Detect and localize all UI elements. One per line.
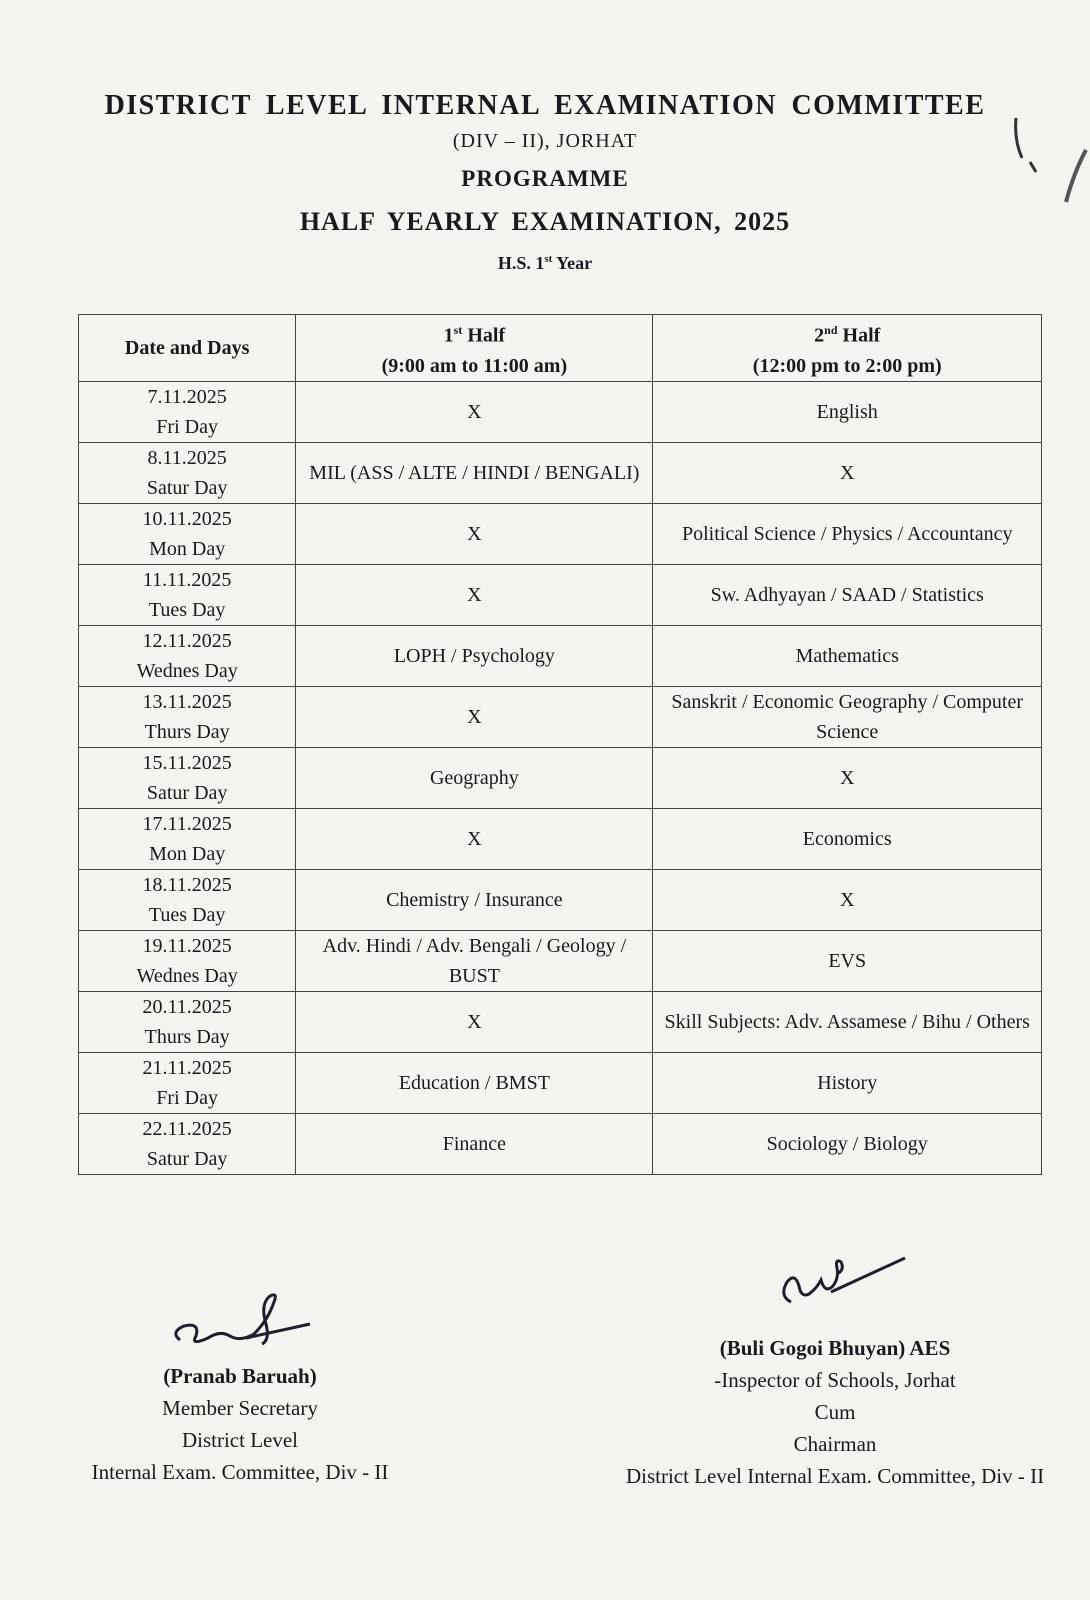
date-cell: 10.11.2025 Mon Day — [79, 504, 296, 565]
second-half-cell: Sanskrit / Economic Geography / Computer Science — [653, 687, 1042, 748]
signature-right-icon — [735, 1240, 935, 1332]
second-half-cell: History — [653, 1053, 1042, 1114]
signatory-left-line3: Internal Exam. Committee, Div - II — [91, 1460, 389, 1484]
second-half-cell: Sw. Adhyayan / SAAD / Statistics — [653, 565, 1042, 626]
second-half-cell: X — [653, 443, 1042, 504]
first-half-cell: X — [296, 687, 653, 748]
class-suffix: Year — [552, 253, 593, 273]
date-cell: 8.11.2025 Satur Day — [79, 443, 296, 504]
table-row — [79, 687, 1042, 748]
second-half-cell: Mathematics — [653, 626, 1042, 687]
date-cell: 15.11.2025 Satur Day — [79, 748, 296, 809]
second-half-cell: X — [653, 870, 1042, 931]
table-row — [79, 504, 1042, 565]
second-half-cell: Political Science / Physics / Accountancy — [653, 504, 1042, 565]
signatory-left-line2: District Level — [181, 1428, 299, 1452]
first-half-cell: X — [296, 382, 653, 443]
exam-schedule-table — [78, 314, 1042, 1175]
table-row — [79, 931, 1042, 992]
first-half-cell: X — [296, 809, 653, 870]
signatory-left-name: (Pranab Baruah) — [163, 1364, 317, 1388]
second-half-cell: English — [653, 382, 1042, 443]
exam-heading: HALF YEARLY EXAMINATION, 2025 — [299, 207, 791, 236]
first-half-cell: Adv. Hindi / Adv. Bengali / Geology / BUST — [296, 931, 653, 992]
signatory-right-line2: Cum — [814, 1400, 856, 1424]
class-sup: st — [544, 253, 553, 265]
header-date-days: Date and Days — [79, 315, 296, 382]
date-cell: 19.11.2025 Wednes Day — [79, 931, 296, 992]
second-half-cell: X — [653, 748, 1042, 809]
table-row — [79, 870, 1042, 931]
signatory-right-line1: -Inspector of Schools, Jorhat — [714, 1368, 956, 1392]
signature-left-icon — [150, 1280, 330, 1360]
header-second-half: 2nd Half (12:00 pm to 2:00 pm) — [653, 315, 1042, 382]
signatory-left — [60, 1280, 420, 1488]
date-cell: 12.11.2025 Wednes Day — [79, 626, 296, 687]
date-cell: 13.11.2025 Thurs Day — [79, 687, 296, 748]
class-prefix: H.S. 1 — [497, 253, 545, 273]
date-cell: 22.11.2025 Satur Day — [79, 1114, 296, 1175]
first-half-cell: LOPH / Psychology — [296, 626, 653, 687]
date-cell: 18.11.2025 Tues Day — [79, 870, 296, 931]
second-half-cell: Sociology / Biology — [653, 1114, 1042, 1175]
committee-subtitle: (DIV – II), JORHAT — [452, 130, 638, 152]
first-half-cell: Chemistry / Insurance — [296, 870, 653, 931]
signatory-right-name: (Buli Gogoi Bhuyan) AES — [719, 1336, 951, 1360]
committee-title: DISTRICT LEVEL INTERNAL EXAMINATION COMMITTEE — [104, 90, 986, 121]
date-cell: 20.11.2025 Thurs Day — [79, 992, 296, 1053]
pen-mark-icon — [1000, 100, 1090, 230]
first-half-cell: Geography — [296, 748, 653, 809]
first-half-cell: MIL (ASS / ALTE / HINDI / BENGALI) — [296, 443, 653, 504]
table-row — [79, 565, 1042, 626]
table-row — [79, 748, 1042, 809]
second-half-cell: Skill Subjects: Adv. Assamese / Bihu / Others — [653, 992, 1042, 1053]
date-cell: 17.11.2025 Mon Day — [79, 809, 296, 870]
signatory-right-line3: Chairman — [793, 1432, 877, 1456]
first-half-cell: X — [296, 565, 653, 626]
table-row — [79, 1114, 1042, 1175]
document-header — [80, 86, 1010, 278]
second-half-cell: EVS — [653, 931, 1042, 992]
signatory-right-line4: District Level Internal Exam. Committee, Div - II — [625, 1464, 1045, 1488]
first-half-cell: Education / BMST — [296, 1053, 653, 1114]
table-row — [79, 992, 1042, 1053]
first-half-cell: X — [296, 992, 653, 1053]
table-row — [79, 382, 1042, 443]
table-header-row — [79, 315, 1042, 382]
programme-heading: PROGRAMME — [461, 166, 629, 191]
table-row — [79, 809, 1042, 870]
date-cell: 7.11.2025 Fri Day — [79, 382, 296, 443]
table-row — [79, 1053, 1042, 1114]
table-row — [79, 626, 1042, 687]
signatory-left-line1: Member Secretary — [162, 1396, 318, 1420]
date-cell: 11.11.2025 Tues Day — [79, 565, 296, 626]
second-half-cell: Economics — [653, 809, 1042, 870]
table-row — [79, 443, 1042, 504]
first-half-cell: Finance — [296, 1114, 653, 1175]
class-heading — [80, 244, 1010, 278]
date-cell: 21.11.2025 Fri Day — [79, 1053, 296, 1114]
header-first-half: 1st Half (9:00 am to 11:00 am) — [296, 315, 653, 382]
first-half-cell: X — [296, 504, 653, 565]
signatory-right — [600, 1240, 1070, 1492]
